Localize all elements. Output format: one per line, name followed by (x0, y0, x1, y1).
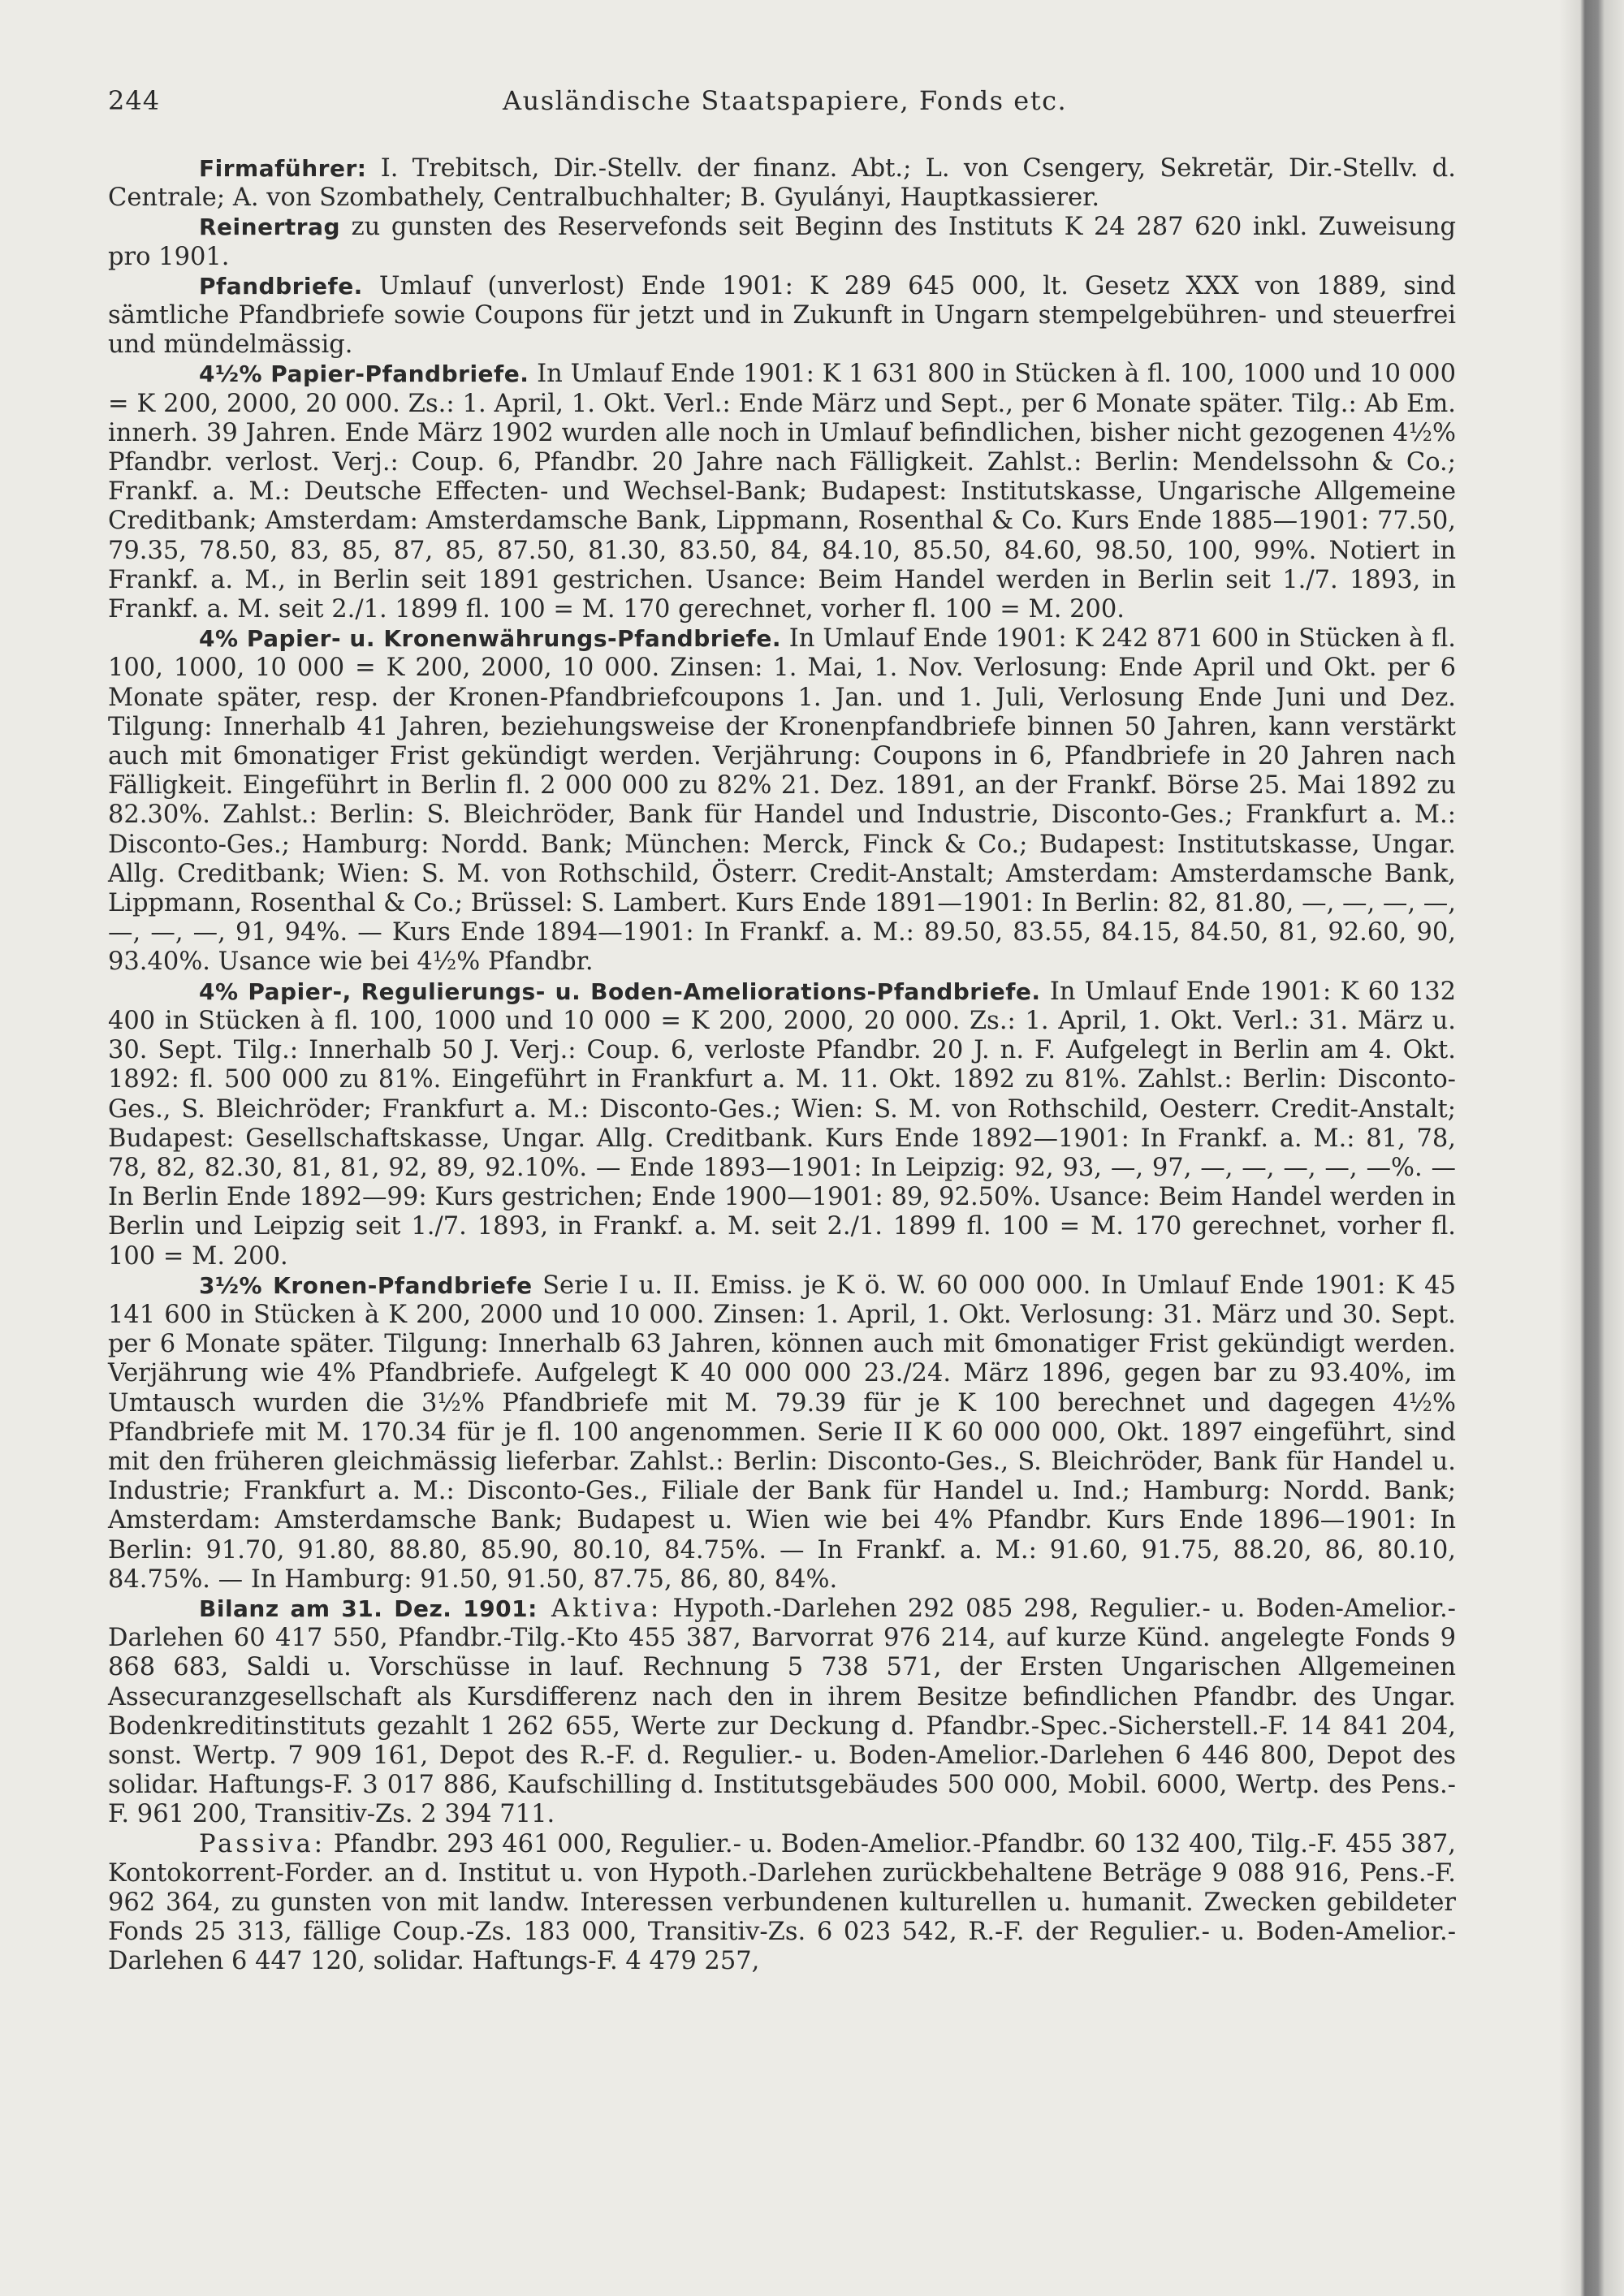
paragraph-text: In Umlauf Ende 1901: K 1 631 800 in Stücken à fl. 100, 1000 und 10 000 = K 200, 2000, 20 000. Zs.: 1. April, 1. Okt. Verl.: Ende März und Sept., per 6 Monate später. Tilg.: Ab Em. innerh. 39 Jahren. Ende März 1902 wurden alle noch in Umlauf befindlichen, bisher nicht gezogenen 4½% Pfandbr. verlost. Verj.: Coup. 6, Pfandbr. 20 Jahre nach Fälligkeit. Zahlst.: Berlin: Mendelssohn & Co.; Frankf. a. M.: Deutsche Effecten- und Wechsel-Bank; Budapest: Institutskasse, Ungarische Allgemeine Creditbank; Amsterdam: Amsterdamsche Bank, Lippmann, Rosenthal & Co. Kurs Ende 1885—1901: 77.50, 79.35, 78.50, 83, 85, 87, 85, 87.50, 81.30, 83.50, 84, 84.10, 85.50, 84.60, 98.50, 100, 99%. Notiert in Frankf. a. M., in Berlin seit 1891 gestrichen. Usance: Beim Handel werden in Berlin seit 1./7. 1893, in Frankf. a. M. seit 2./1. 1899 fl. 100 = M. 170 gerechnet, vorher fl. 100 = M. 200. (108, 360, 1456, 624)
paragraph-papier-pfandbriefe-4-5 (108, 360, 1456, 624)
paragraph-reinertrag (108, 213, 1456, 271)
paragraph-keyword: Firmaführer: (199, 155, 367, 182)
aktiva-label: Aktiva: (537, 1594, 663, 1623)
paragraph-bilanz-passiva (108, 1830, 1456, 1977)
paragraph-text: In Umlauf Ende 1901: K 60 132 400 in Stücken à fl. 100, 1000 und 10 000 = K 200, 2000, 20 000. Zs.: 1. April, 1. Okt. Verl.: 31. März u. 30. Sept. Tilg.: Innerhalb 50 J. Verj.: Coup. 6, verloste Pfandbr. 20 J. n. F. Aufgelegt in Berlin am 4. Okt. 1892: fl. 500 000 zu 81%. Eingeführt in Frankfurt a. M. 11. Okt. 1892 zu 81%. Zahlst.: Berlin: Disconto-Ges., S. Bleichröder; Frankfurt a. M.: Disconto-Ges.; Wien: S. M. von Rothschild, Oesterr. Credit-Anstalt; Budapest: Gesellschaftskasse, Ungar. Allg. Creditbank. Kurs Ende 1892—1901: In Frankf. a. M.: 81, 78, 78, 82, 82.30, 81, 81, 92, 89, 92.10%. — Ende 1893—1901: In Leipzig: 92, 93, —, 97, —, —, —, —, —%. — In Berlin Ende 1892—99: Kurs gestrichen; Ende 1900—1901: 89, 92.50%. Usance: Beim Handel werden in Berlin und Leipzig seit 1./7. 1893, in Frankf. a. M. seit 2./1. 1899 fl. 100 = M. 170 gerechnet, vorher fl. 100 = M. 200. (108, 977, 1457, 1271)
paragraph-keyword: Reinertrag (199, 214, 341, 241)
page-edge-shadow (1559, 0, 1624, 2296)
paragraph-regulierungs-pfandbriefe (108, 978, 1456, 1271)
paragraph-bilanz-aktiva (108, 1595, 1456, 1830)
paragraph-firmenfuehrer (108, 154, 1456, 213)
paragraph-keyword: Pfandbriefe. (199, 272, 363, 300)
paragraph-text: Serie I u. II. Emiss. je K ö. W. 60 000 000. In Umlauf Ende 1901: K 45 141 600 in Stücken à K 200, 2000 und 10 000. Zinsen: 1. April, 1. Okt. Verlosung: 31. März und 30. Sept. per 6 Monate später. Tilgung: Innerhalb 63 Jahren, können auch mit 6monatiger Frist gekündigt werden. Verjährung wie 4% Pfandbriefe. Aufgelegt K 40 000 000 23./24. März 1896, gegen bar zu 93.40%, im Umtausch wurden die 3½% Pfandbriefe mit M. 79.39 für je K 100 berechnet und dagegen 4½% Pfandbriefe mit M. 170.34 für je fl. 100 angenommen. Serie II K 60 000 000, Okt. 1897 eingeführt, sind mit den früheren gleichmässig lieferbar. Zahlst.: Berlin: Disconto-Ges., S. Bleichröder, Bank für Handel u. Industrie; Frankfurt a. M.: Disconto-Ges., Filiale der Bank für Handel u. Ind.; Hamburg: Nordd. Bank; Amsterdam: Amsterdamsche Bank; Budapest u. Wien wie bei 4% Pfandbr. Kurs Ende 1896—1901: In Berlin: 91.70, 91.80, 88.80, 85.90, 80.10, 84.75%. — In Frankf. a. M.: 91.60, 91.75, 88.20, 86, 80.10, 84.75%. — In Hamburg: 91.50, 91.50, 87.75, 86, 80, 84%. (108, 1271, 1456, 1594)
paragraph-text: Umlauf (unverlost) Ende 1901: K 289 645 000, lt. Gesetz XXX von 1889, sind sämtliche Pfandbriefe sowie Coupons für jetzt und in Zukunft in Ungarn stempelgebühren- und steuerfrei und mündelmässig. (108, 271, 1456, 360)
body-text (108, 154, 1456, 1977)
page-number: 244 (108, 85, 161, 116)
paragraph-text: zu gunsten des Reservefonds seit Beginn des Instituts K 24 287 620 inkl. Zuweisung pro 1901. (108, 213, 1456, 271)
paragraph-kronen-pfandbriefe-3-5 (108, 1271, 1456, 1595)
paragraph-keyword: 3½% Kronen-Pfandbriefe (199, 1271, 533, 1299)
paragraph-text: Hypoth.-Darlehen 292 085 298, Regulier.- u. Boden-Amelior.-Darlehen 60 417 550, Pfandbr.-Tilg.-Kto 455 387, Barvorrat 976 214, auf kurze Künd. angelegte Fonds 9 868 683, Saldi u. Vorschüsse in lauf. Rechnung 5 738 571, der Ersten Ungarischen Allgemeinen Assecuranzgesellschaft als Kursdifferenz nach den in ihrem Besitze befindlichen Pfandbr. des Ungar. Bodenkreditinstituts gezahlt 1 262 655, Werte zur Deckung d. Pfandbr.-Spec.-Sicherstell.-F. 14 841 204, sonst. Wertp. 7 909 161, Depot des R.-F. d. Regulier.- u. Boden-Amelior.-Darlehen 6 446 800, Depot des solidar. Haftungs-F. 3 017 886, Kaufschilling d. Institutsgebäudes 500 000, Mobil. 6000, Wertp. des Pens.-F. 961 200, Transitiv-Zs. 2 394 711. (108, 1594, 1456, 1829)
paragraph-keyword: 4% Papier-, Regulierungs- u. Boden-Ameliorations-Pfandbriefe. (199, 978, 1041, 1005)
passiva-label: Passiva: (199, 1829, 326, 1858)
running-title: Ausländische Staatspapiere, Fonds etc. (503, 85, 1068, 116)
paragraph-kronenwaehrungs-pfandbriefe (108, 624, 1456, 977)
paragraph-pfandbriefe (108, 272, 1456, 360)
paragraph-text: Pfandbr. 293 461 000, Regulier.- u. Boden-Amelior.-Pfandbr. 60 132 400, Tilg.-F. 455 387, Kontokorrent-Forder. an d. Institut u. von Hypoth.-Darlehen zurückbehaltene Beträge 9 088 916, Pens.-F. 962 364, zu gunsten von mit landw. Interessen verbundenen kulturellen u. humanit. Zwecken gebildeter Fonds 25 313, fällige Coup.-Zs. 183 000, Transitiv-Zs. 6 023 542, R.-F. der Regulier.- u. Boden-Amelior.-Darlehen 6 447 120, solidar. Haftungs-F. 4 479 257, (108, 1829, 1456, 1976)
paragraph-text: I. Trebitsch, Dir.-Stellv. der finanz. Abt.; L. von Csengery, Sekretär, Dir.-Stellv. d. Centrale; A. von Szombathely, Centralbuchhalter; B. Gyulányi, Hauptkassierer. (108, 154, 1456, 213)
paragraph-keyword: 4½% Papier-Pfandbriefe. (199, 360, 529, 388)
running-head (108, 85, 1456, 124)
paragraph-text: In Umlauf Ende 1901: K 242 871 600 in Stücken à fl. 100, 1000, 10 000 = K 200, 2000, 10 000. Zinsen: 1. Mai, 1. Nov. Verlosung: Ende April und Okt. per 6 Monate später, resp. der Kronen-Pfandbriefcoupons 1. Jan. und 1. Juli, Verlosung Ende Juni und Dez. Tilgung: Innerhalb 41 Jahren, beziehungsweise der Kronenpfandbriefe binnen 50 Jahren, kann verstärkt auch mit 6monatiger Frist gekündigt werden. Verjährung: Coupons in 6, Pfandbriefe in 20 Jahren nach Fälligkeit. Eingeführt in Berlin fl. 2 000 000 zu 82% 21. Dez. 1891, an der Frankf. Börse 25. Mai 1892 zu 82.30%. Zahlst.: Berlin: S. Bleichröder, Bank für Handel und Industrie, Disconto-Ges.; Frankfurt a. M.: Disconto-Ges.; Hamburg: Nordd. Bank; München: Merck, Finck & Co.; Budapest: Institutskasse, Ungar. Allg. Creditbank; Wien: S. M. von Rothschild, Österr. Credit-Anstalt; Amsterdam: Amsterdamsche Bank, Lippmann, Rosenthal & Co.; Brüssel: S. Lambert. Kurs Ende 1891—1901: In Berlin: 82, 81.80, —, —, —, —, —, —, —, 91, 94%. — Kurs Ende 1894—1901: In Frankf. a. M.: 89.50, 83.55, 84.15, 84.50, 81, 92.60, 90, 93.40%. Usance wie bei 4½% Pfandbr. (108, 624, 1457, 977)
paragraph-keyword: Bilanz am 31. Dez. 1901: (199, 1595, 538, 1622)
paragraph-keyword: 4% Papier- u. Kronenwährungs-Pfandbriefe. (199, 625, 781, 653)
